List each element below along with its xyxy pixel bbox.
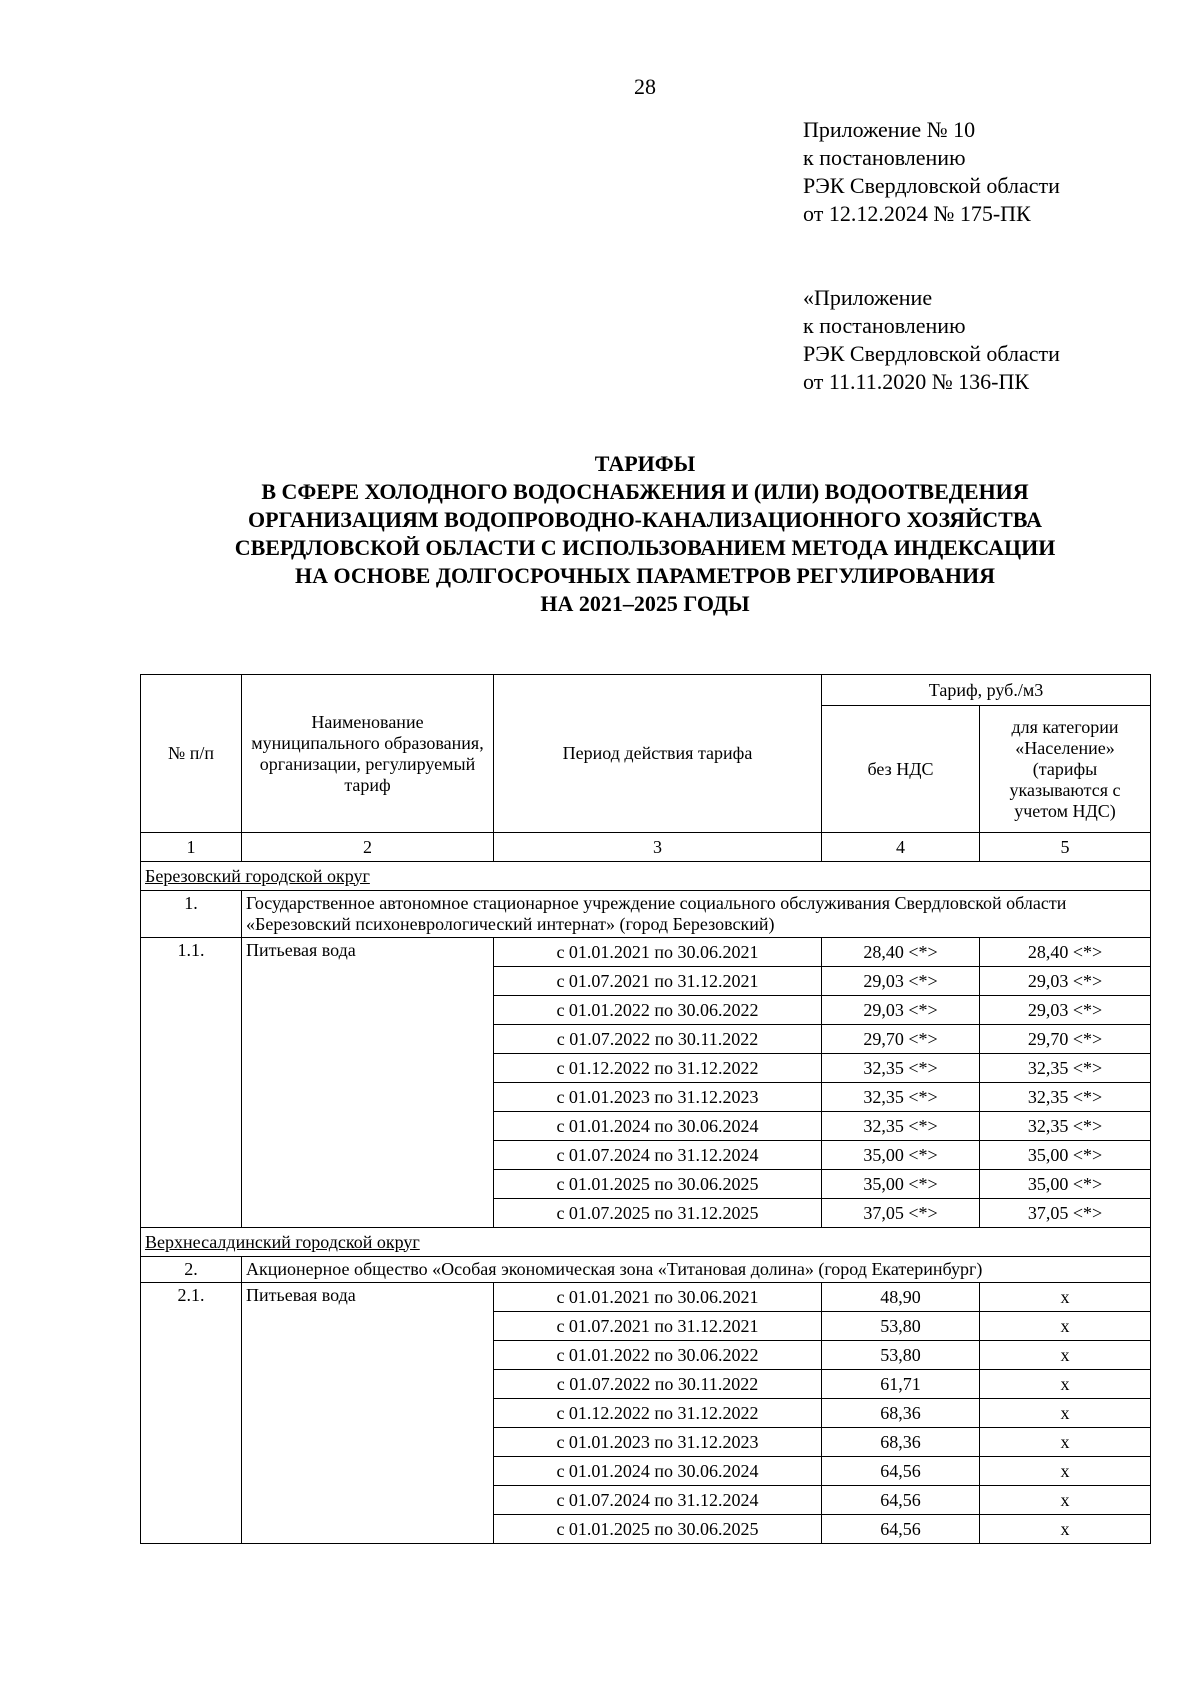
column-number: 1 (141, 833, 242, 862)
tariff-period: с 01.01.2024 по 30.06.2024 (494, 1112, 822, 1141)
column-numbers-row (141, 833, 1151, 862)
tariff-population: х (980, 1399, 1151, 1428)
header-name: Наименование муниципального образования, организации, регулируемый тариф (242, 675, 494, 833)
appendix-line: РЭК Свердловской области (803, 341, 1060, 366)
organization-row (141, 1257, 1151, 1283)
item-number: 2.1. (141, 1283, 242, 1544)
tariff-population: 29,70 <*> (980, 1025, 1151, 1054)
tariff-population: 35,00 <*> (980, 1141, 1151, 1170)
tariff-population: х (980, 1283, 1151, 1312)
tariff-population: 32,35 <*> (980, 1112, 1151, 1141)
tariff-no-vat: 68,36 (822, 1399, 980, 1428)
tariff-no-vat: 32,35 <*> (822, 1054, 980, 1083)
item-name: Питьевая вода (242, 938, 494, 1228)
tariff-period: с 01.07.2022 по 30.11.2022 (494, 1025, 822, 1054)
tariff-period: с 01.07.2024 по 31.12.2024 (494, 1486, 822, 1515)
tariff-no-vat: 29,03 <*> (822, 967, 980, 996)
tariff-period: с 01.07.2022 по 30.11.2022 (494, 1370, 822, 1399)
header-population: для категории «Население» (тарифы указываются с учетом НДС) (980, 706, 1151, 833)
tariff-population: 35,00 <*> (980, 1170, 1151, 1199)
tariff-population: х (980, 1341, 1151, 1370)
tariff-period: с 01.01.2023 по 31.12.2023 (494, 1428, 822, 1457)
tariff-period: с 01.07.2024 по 31.12.2024 (494, 1141, 822, 1170)
column-number: 4 (822, 833, 980, 862)
appendix-line: от 11.11.2020 № 136-ПК (803, 369, 1030, 394)
district-name: Верхнесалдинский городской округ (141, 1228, 1151, 1257)
tariff-population: 28,40 <*> (980, 938, 1151, 967)
tariff-no-vat: 28,40 <*> (822, 938, 980, 967)
district-row (141, 1228, 1151, 1257)
tariff-period: с 01.07.2021 по 31.12.2021 (494, 967, 822, 996)
tariff-no-vat: 64,56 (822, 1515, 980, 1544)
tariff-no-vat: 29,70 <*> (822, 1025, 980, 1054)
appendix-line: РЭК Свердловской области (803, 173, 1060, 198)
tariff-period: с 01.12.2022 по 31.12.2022 (494, 1054, 822, 1083)
tariff-population: 32,35 <*> (980, 1083, 1151, 1112)
title-line: ОРГАНИЗАЦИЯМ ВОДОПРОВОДНО-КАНАЛИЗАЦИОННОГО ХОЗЯЙСТВА (248, 507, 1042, 532)
tariff-period: с 01.12.2022 по 31.12.2022 (494, 1399, 822, 1428)
tariff-period: с 01.01.2025 по 30.06.2025 (494, 1170, 822, 1199)
tariff-period: с 01.01.2021 по 30.06.2021 (494, 938, 822, 967)
district-row (141, 862, 1151, 891)
title-line: В СФЕРЕ ХОЛОДНОГО ВОДОСНАБЖЕНИЯ И (ИЛИ) ВОДООТВЕДЕНИЯ (261, 479, 1029, 504)
district-name: Березовский городской округ (141, 862, 1151, 891)
tariff-no-vat: 32,35 <*> (822, 1112, 980, 1141)
tariff-period: с 01.01.2023 по 31.12.2023 (494, 1083, 822, 1112)
column-number: 2 (242, 833, 494, 862)
tariff-period: с 01.01.2022 по 30.06.2022 (494, 1341, 822, 1370)
page-number: 28 (634, 74, 656, 99)
tariff-population: 29,03 <*> (980, 996, 1151, 1025)
organization-row (141, 891, 1151, 938)
appendix-line: «Приложение (803, 285, 933, 310)
appendix-original-reference (803, 284, 1060, 396)
tariff-population: х (980, 1312, 1151, 1341)
table-row (141, 938, 1151, 967)
header-period: Период действия тарифа (494, 675, 822, 833)
tariff-period: с 01.07.2021 по 31.12.2021 (494, 1312, 822, 1341)
tariff-table (140, 674, 1151, 1544)
tariff-period: с 01.07.2025 по 31.12.2025 (494, 1199, 822, 1228)
tariff-period: с 01.01.2021 по 30.06.2021 (494, 1283, 822, 1312)
tariff-population: х (980, 1515, 1151, 1544)
column-number: 3 (494, 833, 822, 862)
appendix-line: от 12.12.2024 № 175-ПК (803, 201, 1031, 226)
tariff-population: х (980, 1486, 1151, 1515)
appendix-current-reference (803, 116, 1060, 228)
tariff-period: с 01.01.2024 по 30.06.2024 (494, 1457, 822, 1486)
item-number: 1.1. (141, 938, 242, 1228)
document-title (140, 450, 1150, 618)
tariff-no-vat: 29,03 <*> (822, 996, 980, 1025)
tariff-population: 37,05 <*> (980, 1199, 1151, 1228)
header-number: № п/п (141, 675, 242, 833)
tariff-population: 32,35 <*> (980, 1054, 1151, 1083)
tariff-population: х (980, 1428, 1151, 1457)
tariff-no-vat: 37,05 <*> (822, 1199, 980, 1228)
header-tariff: Тариф, руб./м3 (822, 675, 1151, 706)
header-no-vat: без НДС (822, 706, 980, 833)
column-number: 5 (980, 833, 1151, 862)
table-body (141, 862, 1151, 1544)
item-name: Питьевая вода (242, 1283, 494, 1544)
tariff-period: с 01.01.2022 по 30.06.2022 (494, 996, 822, 1025)
tariff-no-vat: 61,71 (822, 1370, 980, 1399)
organization-number: 2. (141, 1257, 242, 1283)
tariff-no-vat: 64,56 (822, 1457, 980, 1486)
tariff-no-vat: 64,56 (822, 1486, 980, 1515)
title-line: СВЕРДЛОВСКОЙ ОБЛАСТИ С ИСПОЛЬЗОВАНИЕМ МЕТОДА ИНДЕКСАЦИИ (234, 535, 1056, 560)
title-line: НА 2021–2025 ГОДЫ (540, 591, 750, 616)
tariff-no-vat: 35,00 <*> (822, 1170, 980, 1199)
tariff-population: х (980, 1370, 1151, 1399)
appendix-line: к постановлению (803, 145, 966, 170)
tariff-no-vat: 68,36 (822, 1428, 980, 1457)
tariff-no-vat: 48,90 (822, 1283, 980, 1312)
tariff-no-vat: 35,00 <*> (822, 1141, 980, 1170)
organization-name: Государственное автономное стационарное учреждение социального обслуживания Свердловской области «Березовский психоневрологический интернат» (город Березовский) (242, 891, 1151, 938)
appendix-line: к постановлению (803, 313, 966, 338)
tariff-period: с 01.01.2025 по 30.06.2025 (494, 1515, 822, 1544)
organization-number: 1. (141, 891, 242, 938)
table-row (141, 1283, 1151, 1312)
organization-name: Акционерное общество «Особая экономическая зона «Титановая долина» (город Екатеринбург) (242, 1257, 1151, 1283)
tariff-no-vat: 53,80 (822, 1341, 980, 1370)
title-line: ТАРИФЫ (594, 451, 696, 476)
tariff-no-vat: 32,35 <*> (822, 1083, 980, 1112)
appendix-line: Приложение № 10 (803, 117, 976, 142)
tariff-population: 29,03 <*> (980, 967, 1151, 996)
title-line: НА ОСНОВЕ ДОЛГОСРОЧНЫХ ПАРАМЕТРОВ РЕГУЛИРОВАНИЯ (294, 563, 995, 588)
tariff-population: х (980, 1457, 1151, 1486)
tariff-no-vat: 53,80 (822, 1312, 980, 1341)
